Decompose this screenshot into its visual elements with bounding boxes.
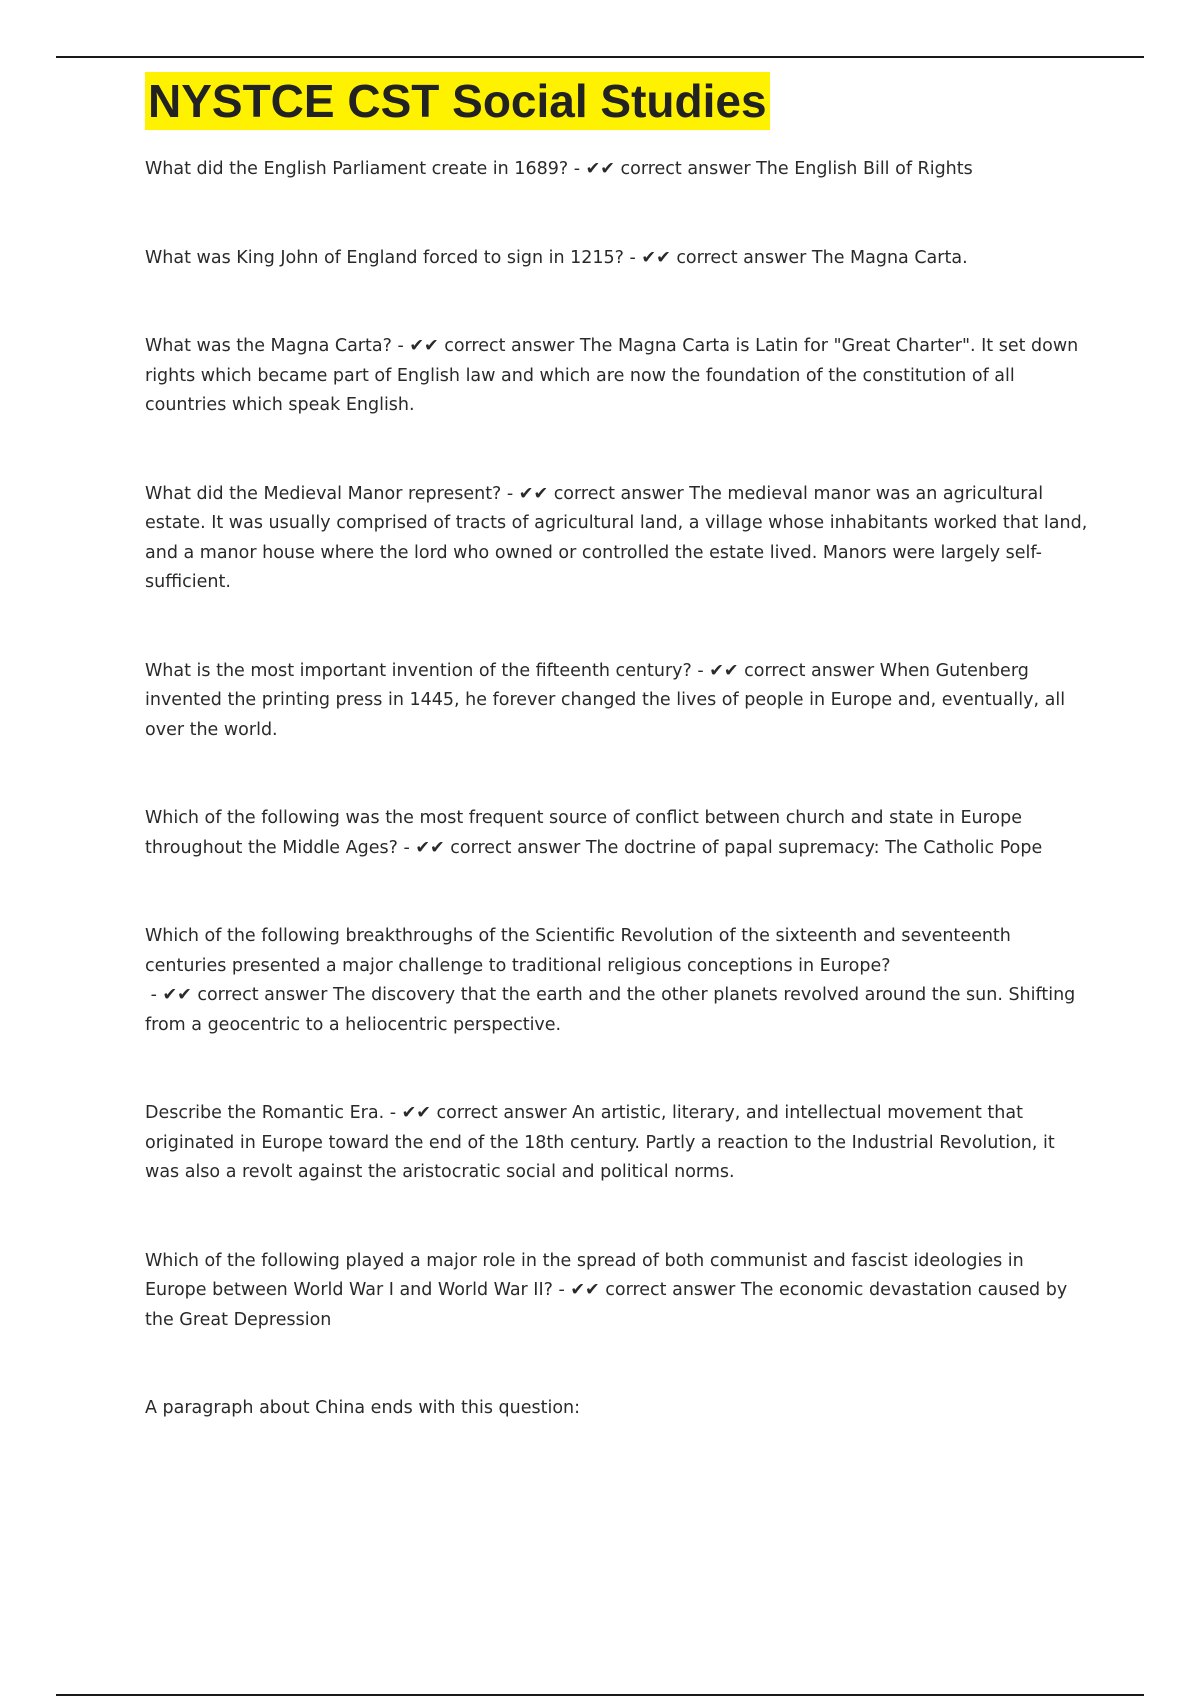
qa-item bbox=[145, 244, 1090, 274]
trailing-paragraph: A paragraph about China ends with this question: bbox=[145, 1398, 581, 1418]
page-title: NYSTCE CST Social Studies bbox=[145, 72, 770, 130]
question-text: Describe the Romantic Era. bbox=[145, 1103, 385, 1123]
double-check-icon: ✔✔ bbox=[709, 660, 739, 681]
document-body bbox=[145, 72, 1090, 1424]
question-answer-separator: - bbox=[145, 985, 163, 1005]
answer-text: The discovery that the earth and the other planets revolved around the sun. Shifting from a geocentric to a heliocentric perspective. bbox=[145, 985, 1076, 1035]
question-answer-separator: - bbox=[397, 837, 416, 858]
answer-text: The medieval manor was an agricultural estate. It was usually comprised of tracts of agricultural land, a village whose inhabitants worked that land, and a manor house where the lord who owned or controlled the estate lived. Manors were largely self-sufficient. bbox=[145, 483, 1088, 592]
question-text: What is the most important invention of the fifteenth century? bbox=[145, 660, 692, 681]
question-text: What did the English Parliament create in 1689? bbox=[145, 159, 569, 179]
question-answer-separator: - bbox=[568, 159, 586, 179]
correct-answer-label: correct answer bbox=[444, 837, 586, 858]
answer-text: The English Bill of Rights bbox=[756, 159, 973, 179]
answer-text: The economic devastation caused by the Great Depression bbox=[145, 1280, 1068, 1330]
answer-text: When Gutenberg invented the printing press in 1445, he forever changed the lives of people in Europe and, eventually, all over the world. bbox=[145, 660, 1066, 740]
double-check-icon: ✔✔ bbox=[641, 247, 671, 268]
correct-answer-label: correct answer bbox=[670, 247, 812, 268]
double-check-icon: ✔✔ bbox=[585, 159, 615, 179]
qa-item bbox=[145, 1247, 1090, 1336]
correct-answer-label: correct answer bbox=[191, 985, 333, 1005]
question-text: What did the Medieval Manor represent? bbox=[145, 483, 502, 504]
qa-item bbox=[145, 332, 1090, 421]
double-check-icon: ✔✔ bbox=[401, 1103, 431, 1123]
correct-answer-label: correct answer bbox=[430, 1103, 573, 1123]
top-divider bbox=[56, 56, 1144, 58]
correct-answer-label: correct answer bbox=[614, 159, 757, 179]
question-text: Which of the following played a major role in the spread of both communist and fascist ideologies in Europe between World War I and World War II? bbox=[145, 1250, 1024, 1300]
question-answer-separator: - bbox=[501, 483, 519, 504]
question-text: What was King John of England forced to sign in 1215? bbox=[145, 247, 624, 268]
question-text: Which of the following was the most frequent source of conflict between church and state in Europe throughout the Middle Ages? bbox=[145, 808, 1023, 858]
question-answer-separator: - bbox=[691, 660, 710, 681]
correct-answer-label: correct answer bbox=[438, 336, 580, 356]
double-check-icon: ✔✔ bbox=[409, 336, 439, 356]
answer-text: The Magna Carta is Latin for "Great Charter". It set down rights which became part of English law and which are now the foundation of the constitution of all countries which speak English. bbox=[145, 336, 1079, 415]
question-answer-separator: - bbox=[384, 1103, 402, 1123]
bottom-divider bbox=[56, 1694, 1144, 1696]
answer-text: The Magna Carta. bbox=[811, 247, 968, 268]
double-check-icon: ✔✔ bbox=[162, 985, 192, 1005]
qa-item bbox=[145, 155, 1090, 185]
double-check-icon: ✔✔ bbox=[570, 1280, 600, 1300]
qa-item bbox=[145, 922, 1090, 1040]
correct-answer-label: correct answer bbox=[548, 483, 690, 504]
question-answer-separator: - bbox=[552, 1280, 571, 1300]
question-answer-separator: - bbox=[623, 247, 642, 268]
correct-answer-label: correct answer bbox=[599, 1280, 741, 1300]
double-check-icon: ✔✔ bbox=[518, 483, 549, 504]
answer-text: An artistic, literary, and intellectual movement that originated in Europe toward the end of the 18th century. Partly a reaction to the Industrial Revolution, it was also a revolt against the aristocratic social and political norms. bbox=[145, 1103, 1055, 1182]
qa-item bbox=[145, 480, 1090, 598]
qa-list bbox=[145, 155, 1090, 1335]
qa-item bbox=[145, 804, 1090, 863]
qa-item bbox=[145, 1099, 1090, 1188]
qa-item bbox=[145, 657, 1090, 746]
question-text: What was the Magna Carta? bbox=[145, 336, 392, 356]
question-text: Which of the following breakthroughs of the Scientific Revolution of the sixteenth and seventeenth centuries presented a major challenge to traditional religious conceptions in Europe? bbox=[145, 926, 1011, 976]
question-answer-separator: - bbox=[391, 336, 410, 356]
double-check-icon: ✔✔ bbox=[415, 837, 445, 858]
correct-answer-label: correct answer bbox=[738, 660, 880, 681]
answer-text: The doctrine of papal supremacy: The Catholic Pope bbox=[585, 837, 1043, 858]
